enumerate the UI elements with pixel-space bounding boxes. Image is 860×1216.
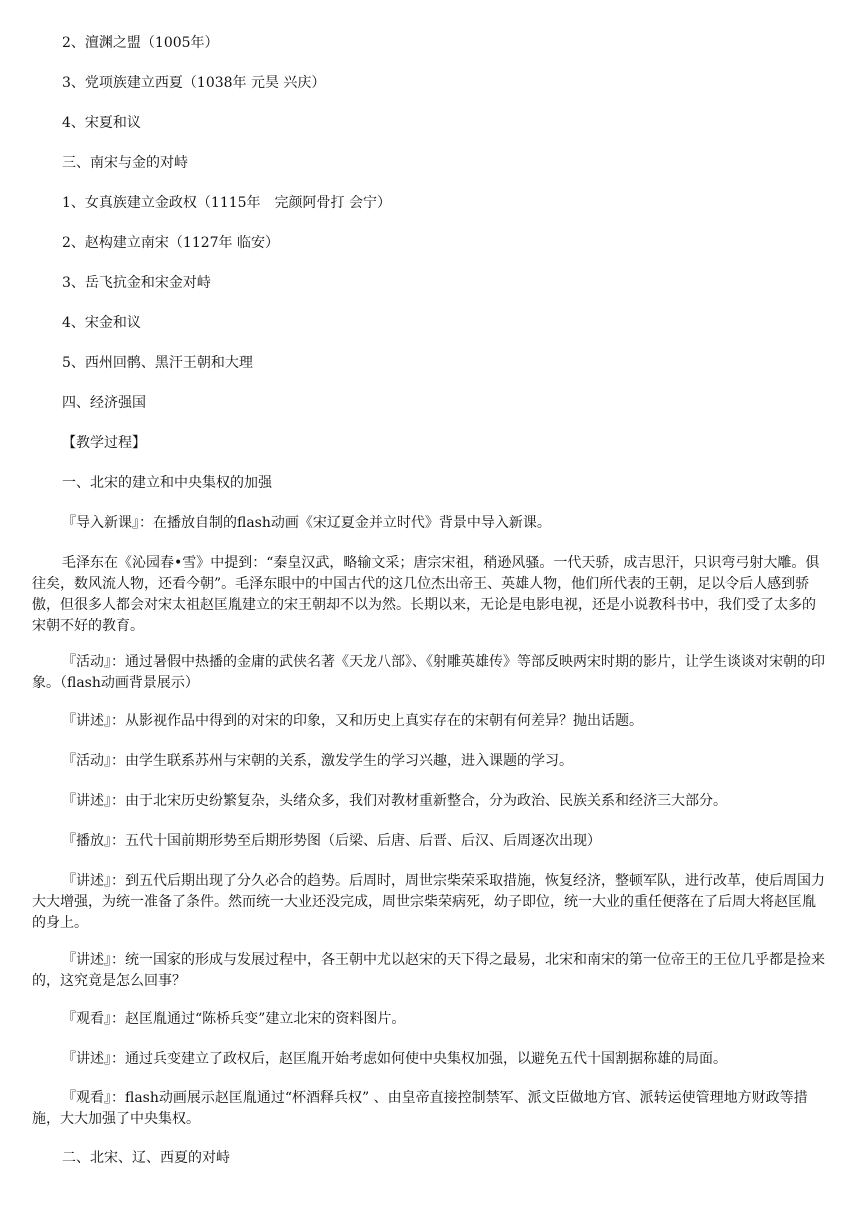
outline-item-uighur-dali: 5、西州回鹘、黑汗王朝和大理 [62, 355, 253, 371]
outline-item-yue-fei: 3、岳飞抗金和宋金对峙 [62, 275, 211, 291]
section-heading-3: 三、南宋与金的对峙 [62, 155, 188, 171]
section-heading-1: 一、北宋的建立和中央集权的加强 [62, 475, 272, 491]
mao-quote-paragraph: 毛泽东在《沁园春•雪》中提到：“秦皇汉武，略输文采；唐宗宋祖，稍逊风骚。一代天骄，成吉思汗，只识弯弓射大雕。俱往矣，数风流人物，还看今朝”。毛泽东眼中的中国古代的这几位杰出帝王、英雄人物，他们所代表的王朝，足以令后人感到骄傲，但很多人都会对宋太祖赵匡胤建立的宋王朝却不以为然。长期以来，无论是电影电视，还是小说教科书中，我们受了太多的宋朝不好的教育。 [32, 555, 820, 634]
outline-item-chanyuan: 2、澶渊之盟（1005年） [62, 35, 219, 51]
outline-item-western-xia: 3、党项族建立西夏（1038年 元昊 兴庆） [62, 75, 326, 91]
outline-item-jin: 1、女真族建立金政权（1115年 完颜阿骨打 会宁） [62, 195, 391, 211]
narration-paragraph-2: 『讲述』：由于北宋历史纷繁复杂，头绪众多，我们对教材重新整合，分为政治、民族关系和经济三大部分。 [62, 793, 727, 809]
activity-paragraph-2: 『活动』：由学生联系苏州与宋朝的关系，激发学生的学习兴趣，进入课题的学习。 [62, 753, 573, 769]
watch-paragraph-2: 『观看』：flash动画展示赵匡胤通过“杯酒释兵权” 、由皇帝直接控制禁军、派文臣做地方官、派转运使管理地方财政等措施，大大加强了中央集权。 [32, 1090, 808, 1127]
narration-paragraph-3: 『讲述』：到五代后期出现了分久必合的趋势。后周时，周世宗柴荣采取措施，恢复经济，整顿军队，进行改革，使后周国力大大增强，为统一准备了条件。然而统一大业还没完成，周世宗柴荣病死，幼子即位，统一大业的重任便落在了后周大将赵匡胤的身上。 [32, 873, 825, 931]
section-heading-4: 四、经济强国 [62, 395, 146, 411]
outline-item-song-jin-peace: 4、宋金和议 [62, 315, 141, 331]
narration-paragraph-5: 『讲述』：通过兵变建立了政权后，赵匡胤开始考虑如何使中央集权加强，以避免五代十国割据称雄的局面。 [62, 1051, 727, 1067]
play-paragraph: 『播放』：五代十国前期形势至后期形势图（后梁、后唐、后晋、后汉、后周逐次出现） [62, 833, 601, 849]
section-heading-2: 二、北宋、辽、西夏的对峙 [62, 1150, 230, 1166]
watch-paragraph-1: 『观看』：赵匡胤通过“陈桥兵变”建立北宋的资料图片。 [62, 1011, 406, 1027]
narration-paragraph-1: 『讲述』：从影视作品中得到的对宋的印象，又和历史上真实存在的宋朝有何差异？抛出话题。 [62, 713, 643, 729]
outline-item-southern-song: 2、赵构建立南宋（1127年 临安） [62, 235, 279, 251]
outline-item-song-xia-peace: 4、宋夏和议 [62, 115, 141, 131]
teaching-process-heading: 【教学过程】 [62, 435, 146, 451]
narration-paragraph-4: 『讲述』：统一国家的形成与发展过程中，各王朝中尤以赵宋的天下得之最易，北宋和南宋的第一位帝王的王位几乎都是捡来的，这究竟是怎么回事？ [32, 952, 825, 989]
activity-paragraph-1: 『活动』：通过暑假中热播的金庸的武侠名著《天龙八部》、《射雕英雄传》等部反映两宋时期的影片，让学生谈谈对宋朝的印象。（flash动画背景展示） [32, 654, 825, 691]
intro-paragraph: 『导入新课』：在播放自制的flash动画《宋辽夏金并立时代》背景中导入新课。 [62, 515, 551, 531]
